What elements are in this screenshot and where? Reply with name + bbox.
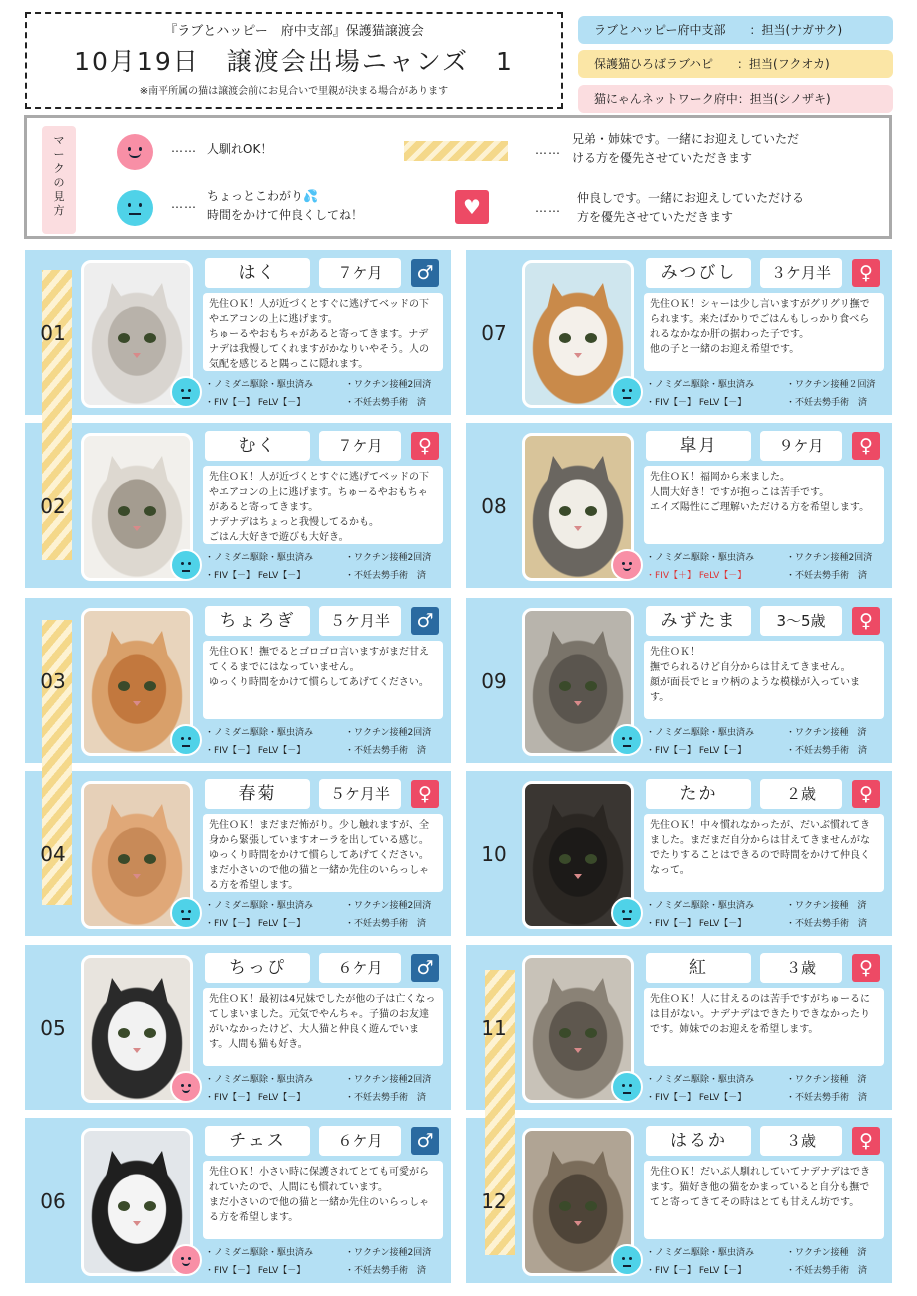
cat-description: 先住ＯＫ！最初は4兄妹でしたが他の子は亡くなってしまいました。元気でやんちゃ。子猫のお友達がいなかったけど、大人猫と仲良く遊んでいます。人間も猫も好き。 <box>203 988 443 1066</box>
legend-siblings-1: 兄弟・姉妹です。一緒にお迎えしていただ <box>572 132 800 146</box>
health-row-1 <box>205 1072 447 1085</box>
health-row-1 <box>646 725 888 738</box>
cat-card <box>25 250 451 415</box>
cat-card <box>466 945 892 1110</box>
vaccine-status: ・ワクチン接種 済 <box>786 1075 867 1085</box>
cat-age: ７ケ月 <box>319 258 401 288</box>
spay-neuter-status: ・不妊去勢手術 済 <box>345 746 427 756</box>
cat-number: 04 <box>40 841 66 866</box>
spay-neuter-status: ・不妊去勢手術 済 <box>786 919 868 929</box>
shy-face-icon <box>170 724 202 756</box>
gender-icon: ♂ <box>411 259 439 287</box>
deworming-status: ・ノミダニ駆除・駆虫済み <box>646 901 755 911</box>
fiv-felv-status: ・FIV【－】 FeLV【－】 <box>646 398 747 408</box>
legend-title: マ ー ク の 見 方 <box>42 126 76 234</box>
cat-name: ちょろぎ <box>205 606 310 636</box>
vaccine-status: ・ワクチン接種2回済 <box>345 1248 432 1258</box>
deworming-status: ・ノミダニ駆除・駆虫済み <box>205 1248 314 1258</box>
fiv-felv-status: ・FIV【－】 FeLV【－】 <box>205 398 306 408</box>
deworming-status: ・ノミダニ駆除・駆虫済み <box>205 728 314 738</box>
cat-card <box>25 771 451 936</box>
cat-card <box>466 1118 892 1283</box>
org-tag-hiroba: 保護猫ひろばラブハピ ：担当(フクオカ) <box>578 50 893 78</box>
cat-age: ３歳 <box>760 953 842 983</box>
cat-description: 先住ＯＫ！撫でるとゴロゴロ言いますがまだ甘えてくるまでにはなっていません。 ゆっくり時間をかけて慣らしてあげてください。 <box>203 641 443 719</box>
health-row-1 <box>205 377 447 390</box>
shy-face-icon <box>170 376 202 408</box>
cat-number: 06 <box>40 1188 66 1213</box>
fiv-felv-status: ・FIV【－】 FeLV【－】 <box>205 1266 306 1276</box>
cat-name: 紅 <box>646 953 751 983</box>
cat-description: 先住ＯＫ！福岡から来ました。 人間大好き！ですが抱っこは苦手です。 エイズ陽性にご理解いただける方を希望します。 <box>644 466 884 544</box>
vaccine-status: ・ワクチン接種2回済 <box>345 1075 432 1085</box>
vaccine-status: ・ワクチン接種2回済 <box>345 553 432 563</box>
legend-dots: …… <box>171 141 197 155</box>
fiv-felv-status: ・FIV【－】 FeLV【－】 <box>646 746 747 756</box>
cat-description: 先住ＯＫ！人が近づくとすぐに逃げてベッドの下やエアコンの上に逃げます。 ちゅーるやおもちゃがあると寄ってきます。ナデナデは我慢してくれますがかなりいやそう。人の気配を感じると隅っこに隠れます。 <box>203 293 443 371</box>
cat-age: ２歳 <box>760 779 842 809</box>
friendly-face-icon <box>170 1071 202 1103</box>
deworming-status: ・ノミダニ駆除・駆虫済み <box>646 553 755 563</box>
health-row-2 <box>646 395 888 408</box>
gender-icon: ♀ <box>852 259 880 287</box>
cat-card <box>25 598 451 763</box>
cat-name: はく <box>205 258 310 288</box>
cat-description: 先住ＯＫ！小さい時に保護されてとても可愛がられていたので、人間にも慣れています。 まだ小さいので他の猫と一緒か先住のいらっしゃる方を希望します。 <box>203 1161 443 1239</box>
cat-number: 05 <box>40 1015 66 1040</box>
legend-dots: …… <box>171 197 197 211</box>
health-row-2 <box>646 568 888 581</box>
legend-shy-1: ちょっとこわがり💦 <box>207 189 318 203</box>
fiv-felv-status: ・FIV【－】 FeLV【－】 <box>205 919 306 929</box>
cat-name: みずたま <box>646 606 751 636</box>
spay-neuter-status: ・不妊去勢手術 済 <box>345 1266 427 1276</box>
vaccine-status: ・ワクチン接種 済 <box>786 901 867 911</box>
gender-icon: ♂ <box>411 954 439 982</box>
deworming-status: ・ノミダニ駆除・駆虫済み <box>205 901 314 911</box>
shy-face-icon <box>170 549 202 581</box>
header-org: 『ラブとハッピー 府中支部』保護猫譲渡会 <box>164 24 424 39</box>
health-row-2 <box>646 1090 888 1103</box>
spay-neuter-status: ・不妊去勢手術 済 <box>786 1266 868 1276</box>
friendly-face-icon <box>611 549 643 581</box>
cat-number: 03 <box>40 668 66 693</box>
spay-neuter-status: ・不妊去勢手術 済 <box>786 571 868 581</box>
gender-icon: ♀ <box>411 780 439 808</box>
health-row-1 <box>646 898 888 911</box>
legend-pair-2: 方を優先させていただきます <box>577 210 734 224</box>
shy-face-icon <box>611 376 643 408</box>
cat-description: 先住ＯＫ！シャーは少し言いますがグリグリ撫でられます。来たばかりでごはんもしっかり食べられるなかなか肝の据わった子です。 他の子と一緒のお迎え希望です。 <box>644 293 884 371</box>
cat-description: 先住ＯＫ！だいぶ人馴れしていてナデナデはできます。猫好き他の猫をかまっていると自分も撫でてと寄ってきてその時はとても甘えん坊です。 <box>644 1161 884 1239</box>
legend-friendly: 人馴れOK！ <box>207 142 273 156</box>
gender-icon: ♀ <box>852 1127 880 1155</box>
shy-face-icon <box>611 1071 643 1103</box>
cat-card <box>25 1118 451 1283</box>
cat-name: みつびし <box>646 258 751 288</box>
fiv-felv-status: ・FIV【－】 FeLV【－】 <box>646 1093 747 1103</box>
gender-icon: ♂ <box>411 607 439 635</box>
fiv-felv-status: ・FIV【－】 FeLV【－】 <box>205 1093 306 1103</box>
cat-name: はるか <box>646 1126 751 1156</box>
fiv-felv-status: ・FIV【－】 FeLV【－】 <box>646 1266 747 1276</box>
cat-name: たか <box>646 779 751 809</box>
spay-neuter-status: ・不妊去勢手術 済 <box>345 1093 427 1103</box>
cat-number: 08 <box>481 493 507 518</box>
health-row-2 <box>205 395 447 408</box>
deworming-status: ・ノミダニ駆除・駆虫済み <box>205 380 314 390</box>
cat-name: むく <box>205 431 310 461</box>
health-row-1 <box>646 550 888 563</box>
gender-icon: ♀ <box>852 432 880 460</box>
gender-icon: ♀ <box>411 432 439 460</box>
cat-name: 皐月 <box>646 431 751 461</box>
cat-age: ６ケ月 <box>319 1126 401 1156</box>
health-row-2 <box>205 743 447 756</box>
cat-age: ９ケ月 <box>760 431 842 461</box>
health-row-1 <box>205 898 447 911</box>
gender-icon: ♀ <box>852 954 880 982</box>
cat-description: 先住ＯＫ！ 撫でられるけど自分からは甘えてきません。 顔が面長でヒョウ柄のような模様が入っています。 <box>644 641 884 719</box>
vaccine-status: ・ワクチン接種2回済 <box>345 728 432 738</box>
deworming-status: ・ノミダニ駆除・駆虫済み <box>646 1248 755 1258</box>
cat-name: 春菊 <box>205 779 310 809</box>
health-row-2 <box>205 1090 447 1103</box>
cat-card <box>25 423 451 588</box>
health-row-2 <box>205 1263 447 1276</box>
fiv-felv-status: ・FIV【＋】 FeLV【－】 <box>646 571 747 581</box>
spay-neuter-status: ・不妊去勢手術 済 <box>345 919 427 929</box>
legend-dots: …… <box>535 143 561 157</box>
cat-age: ３歳 <box>760 1126 842 1156</box>
friendly-face-icon <box>170 1244 202 1276</box>
health-row-1 <box>205 725 447 738</box>
cat-description: 先住ＯＫ！人が近づくとすぐに逃げてベッドの下やエアコンの上に逃げます。ちゅーるやおもちゃがあると寄ってきます。 ナデナデはちょっと我慢してるかも。 ごはん大好きで遊びも大好き。 <box>203 466 443 544</box>
cat-age: ３ケ月半 <box>760 258 842 288</box>
cat-card <box>466 598 892 763</box>
org-tag-fuchu: ラブとハッピー府中支部 ：担当(ナガサク) <box>578 16 893 44</box>
header-box <box>25 12 563 109</box>
health-row-2 <box>646 916 888 929</box>
health-row-2 <box>205 916 447 929</box>
deworming-status: ・ノミダニ駆除・駆虫済み <box>646 1075 755 1085</box>
cat-number: 11 <box>481 1015 507 1040</box>
cat-description: 先住ＯＫ！まだまだ怖がり。少し触れますが、全身から緊張していますオーラを出している感じ。ゆっくり時間をかけて慣らしてあげてください。まだ小さいので他の猫と一緒か先住のいらっしゃる方を希望します。 <box>203 814 443 892</box>
cat-number: 09 <box>481 668 507 693</box>
org-tag-network: 猫にゃんネットワーク府中：担当(シノザキ) <box>578 85 893 113</box>
fiv-felv-status: ・FIV【－】 FeLV【－】 <box>205 746 306 756</box>
cat-age: ７ケ月 <box>319 431 401 461</box>
vaccine-status: ・ワクチン接種2回済 <box>345 901 432 911</box>
deworming-status: ・ノミダニ駆除・駆虫済み <box>646 728 755 738</box>
spay-neuter-status: ・不妊去勢手術 済 <box>786 1093 868 1103</box>
vaccine-status: ・ワクチン接種2回済 <box>786 553 873 563</box>
cat-number: 01 <box>40 320 66 345</box>
vaccine-status: ・ワクチン接種 済 <box>786 1248 867 1258</box>
deworming-status: ・ノミダニ駆除・駆虫済み <box>205 1075 314 1085</box>
cat-number: 10 <box>481 841 507 866</box>
gender-icon: ♂ <box>411 1127 439 1155</box>
vaccine-status: ・ワクチン接種 済 <box>786 728 867 738</box>
shy-face-icon <box>170 897 202 929</box>
cat-card <box>466 771 892 936</box>
sibling-stripe-icon <box>404 141 508 161</box>
health-row-2 <box>646 743 888 756</box>
health-row-2 <box>646 1263 888 1276</box>
health-row-1 <box>205 550 447 563</box>
friendly-face-icon <box>117 134 153 170</box>
cat-number: 02 <box>40 493 66 518</box>
shy-face-icon <box>117 190 153 226</box>
cat-card <box>466 250 892 415</box>
cat-age: 3～5歳 <box>760 606 842 636</box>
legend-box <box>24 115 892 239</box>
gender-icon: ♀ <box>852 780 880 808</box>
gender-icon: ♀ <box>852 607 880 635</box>
cat-number: 07 <box>481 320 507 345</box>
spay-neuter-status: ・不妊去勢手術 済 <box>786 398 868 408</box>
spay-neuter-status: ・不妊去勢手術 済 <box>786 746 868 756</box>
cat-card <box>466 423 892 588</box>
page-title: 10月19日 譲渡会出場ニャンズ 1 <box>74 47 514 76</box>
legend-dots: …… <box>535 201 561 215</box>
health-row-1 <box>646 377 888 390</box>
cat-number: 12 <box>481 1188 507 1213</box>
vaccine-status: ・ワクチン接種2回済 <box>345 380 432 390</box>
cat-name: ちっぴ <box>205 953 310 983</box>
spay-neuter-status: ・不妊去勢手術 済 <box>345 571 427 581</box>
fiv-felv-status: ・FIV【－】 FeLV【－】 <box>646 919 747 929</box>
deworming-status: ・ノミダニ駆除・駆虫済み <box>205 553 314 563</box>
vaccine-status: ・ワクチン接種２回済 <box>786 380 876 390</box>
legend-shy-2: 時間をかけて仲良くしてね！ <box>207 208 364 222</box>
shy-face-icon <box>611 1244 643 1276</box>
deworming-status: ・ノミダニ駆除・駆虫済み <box>646 380 755 390</box>
heart-icon: ♥ <box>455 190 489 224</box>
health-row-2 <box>205 568 447 581</box>
fiv-felv-status: ・FIV【－】 FeLV【－】 <box>205 571 306 581</box>
shy-face-icon <box>611 897 643 929</box>
legend-siblings-2: ける方を優先させていただきます <box>572 151 753 165</box>
cat-card <box>25 945 451 1110</box>
cat-age: ５ケ月半 <box>319 779 401 809</box>
cat-description: 先住ＯＫ！中々慣れなかったが、だいぶ慣れてきました。まだまだ自分からは甘えてきませんがなでたりすることはできるので時間をかけて仲良くなって。 <box>644 814 884 892</box>
spay-neuter-status: ・不妊去勢手術 済 <box>345 398 427 408</box>
health-row-1 <box>646 1245 888 1258</box>
header-note: ※南平所属の猫は譲渡会前にお見合いで里親が決まる場合があります <box>139 86 449 97</box>
shy-face-icon <box>611 724 643 756</box>
cat-age: ６ケ月 <box>319 953 401 983</box>
cat-age: ５ケ月半 <box>319 606 401 636</box>
health-row-1 <box>205 1245 447 1258</box>
legend-pair-1: 仲良しです。一緒にお迎えしていただける <box>577 191 805 205</box>
health-row-1 <box>646 1072 888 1085</box>
cat-description: 先住ＯＫ！人に甘えるのは苦手ですがちゅーるには目がない。ナデナデはできたりできなかったりです。姉妹でのお迎えを希望します。 <box>644 988 884 1066</box>
cat-name: チェス <box>205 1126 310 1156</box>
